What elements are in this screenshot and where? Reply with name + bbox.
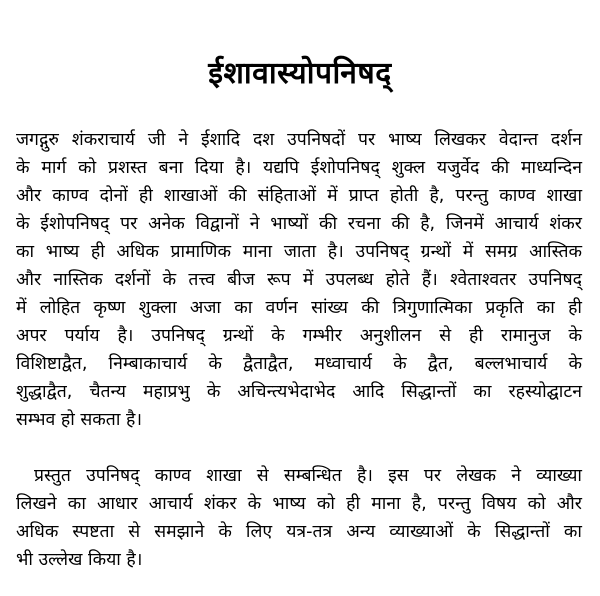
paragraph-line: का भाष्य ही अधिक प्रामाणिक माना जाता है। उपनिषद् ग्रन्थों में समग्र आस्तिक (16, 242, 582, 262)
paragraph-line: प्रस्तुत उपनिषद् काण्व शाखा से सम्बन्धित है। इस पर लेखक ने व्याख्या (34, 466, 582, 486)
paragraph-2 (16, 462, 582, 574)
paragraph-line: के मार्ग को प्रशस्त बना दिया है। यद्यपि ईशोपनिषद् शुक्ल यजुर्वेद की माध्यन्दिन (16, 158, 582, 178)
paragraph-line: के ईशोपनिषद् पर अनेक विद्वानों ने भाष्यों की रचना की है, जिनमें आचार्य शंकर (16, 214, 582, 234)
paragraph-line: लिखने का आधार आचार्य शंकर के भाष्य को ही माना है, परन्तु विषय को और (16, 494, 582, 514)
paragraph-line: अधिक स्पष्टता से समझाने के लिए यत्र-तत्र अन्य व्याख्याओं के सिद्धान्तों का (16, 522, 582, 542)
paragraph-line: और नास्तिक दर्शनों के तत्त्व बीज रूप में उपलब्ध होते हैं। श्वेताश्वतर उपनिषद् (16, 270, 582, 290)
paragraph-line: सम्भव हो सकता है। (16, 410, 143, 430)
page-title: ईशावास्योपनिषद् (208, 56, 392, 91)
paragraph-line: शुद्धाद्वैत, चैतन्य महाप्रभु के अचिन्त्यभेदाभेद आदि सिद्धान्तों का रहस्योद्घाटन (16, 382, 582, 402)
paragraph-line: और काण्व दोनों ही शाखाओं की संहिताओं में प्राप्त होती है, परन्तु काण्व शाखा (16, 186, 582, 206)
paragraph-1 (16, 126, 582, 434)
paragraph-line: जगद्गुरु शंकराचार्य जी ने ईशादि दश उपनिषदों पर भाष्य लिखकर वेदान्त दर्शन (16, 130, 582, 150)
paragraph-line: में लोहित कृष्ण शुक्ला अजा का वर्णन सांख्य की त्रिगुणात्मिका प्रकृति का ही (16, 298, 582, 318)
paragraph-line: विशिष्टाद्वैत, निम्बाकाचार्य के द्वैताद्वैत, मध्वाचार्य के द्वैत, बल्लभाचार्य के (16, 354, 582, 374)
paragraph-line: भी उल्लेख किया है। (16, 550, 143, 570)
paragraph-line: अपर पर्याय है। उपनिषद् ग्रन्थों के गम्भीर अनुशीलन से ही रामानुज के (16, 326, 582, 346)
